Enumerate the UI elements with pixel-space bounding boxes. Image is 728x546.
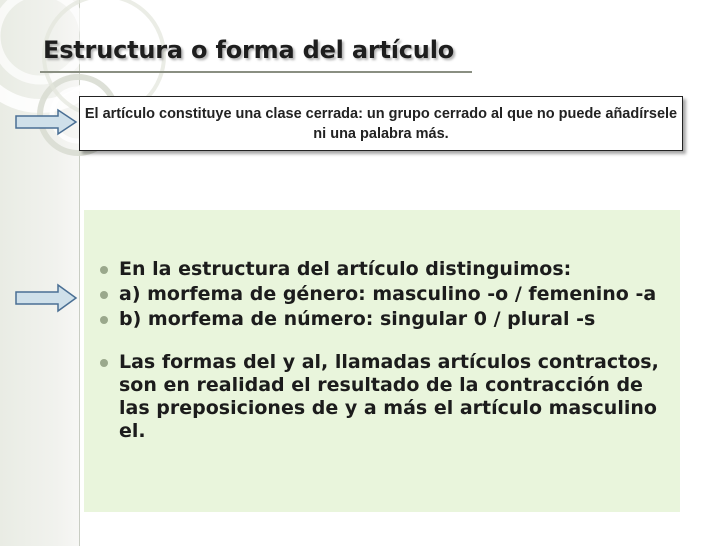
list-item	[98, 283, 676, 306]
title-underline	[40, 71, 472, 73]
bullet-icon	[100, 266, 108, 274]
bullet-icon	[100, 316, 108, 324]
definition-callout: El artículo constituye una clase cerrada: un grupo cerrado al que no puede añadírsele ni una palabra más.	[79, 96, 683, 151]
right-arrow-icon	[14, 283, 78, 313]
list-item-text: En la estructura del artículo distinguimos:	[119, 258, 572, 280]
list-item-text: a) morfema de género: masculino -o / femenino -a	[119, 283, 657, 305]
list-item	[98, 351, 676, 443]
list-item	[98, 258, 676, 281]
list-item	[98, 308, 676, 331]
list-item-text: b) morfema de número: singular 0 / plural -s	[119, 308, 596, 330]
list-item-text: Las formas del y al, llamadas artículos contractos, son en realidad el resultado de la contracción de las preposiciones de y a más el artículo masculino el.	[119, 351, 659, 442]
bullet-icon	[100, 291, 108, 299]
page-title: Estructura o forma del artículo	[43, 36, 455, 64]
right-arrow-icon	[14, 108, 78, 136]
bullet-list	[98, 258, 676, 445]
bullet-icon	[100, 359, 108, 367]
